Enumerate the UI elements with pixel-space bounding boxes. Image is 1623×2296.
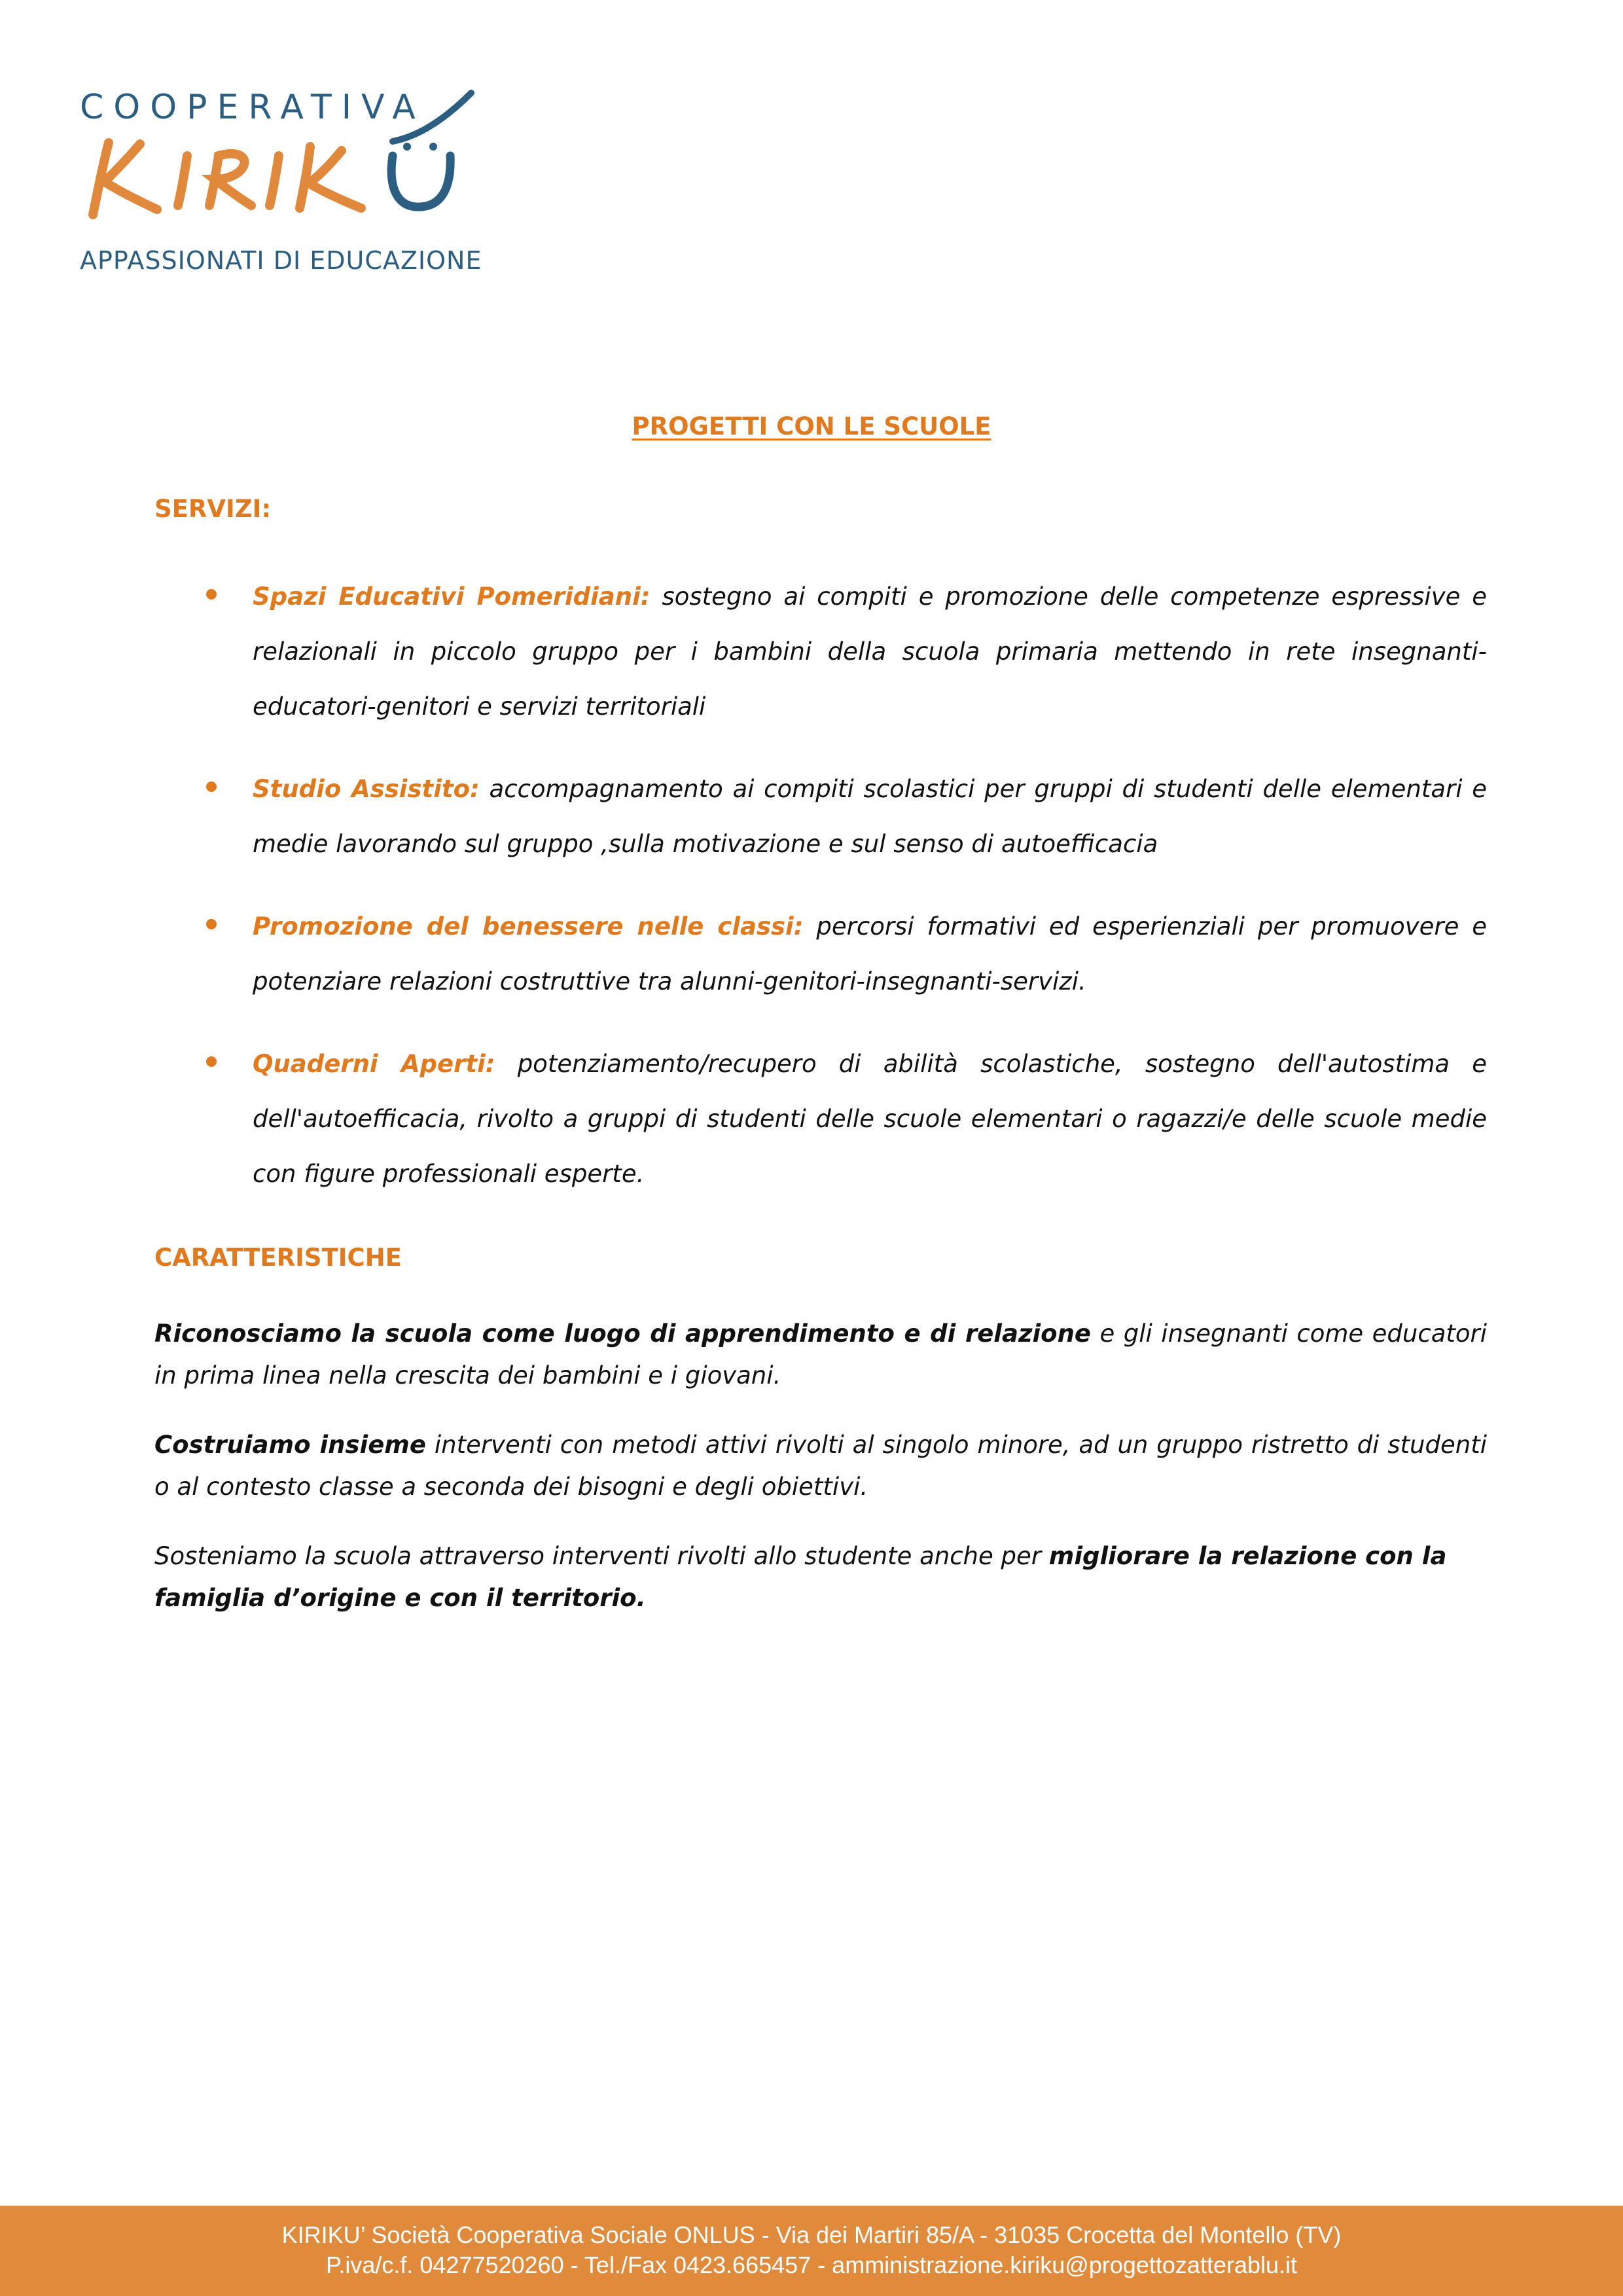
logo-top-text: COOPERATIVA <box>80 88 425 127</box>
service-term: Promozione del benessere nelle classi: <box>253 912 804 941</box>
logo-tagline: APPASSIONATI DI EDUCAZIONE <box>80 246 482 275</box>
servizi-list <box>154 569 1487 1229</box>
list-item <box>154 899 1487 1009</box>
paragraph-bold: Costruiamo insieme <box>154 1431 426 1459</box>
service-description: potenziamento/recupero di abilità scolastiche, sostegno dell'autostima e dell'autoefficacia, rivolto a gruppi di studenti delle scuole elementari o ragazzi/e delle scuole medie con figure professionali esperte. <box>253 1050 1487 1188</box>
service-description: percorsi formativi ed esperienziali per promuovere e potenziare relazioni costruttive tra alunni-genitori-insegnanti-servizi. <box>253 912 1487 996</box>
footer-contacts: P.iva/c.f. 04277520260 - Tel./Fax 0423.665457 - amministrazione.kiriku@progettozatterablu.it <box>325 2251 1298 2278</box>
paragraph-text: e gli insegnanti come educatori in prima linea nella crescita dei bambini e i giovani. <box>154 1319 1488 1390</box>
paragraph <box>154 1535 1487 1619</box>
list-item <box>154 762 1487 872</box>
bullet-icon <box>206 1056 217 1067</box>
paragraph-bold: migliorare la relazione con la famiglia d’origine e con il territorio. <box>154 1542 1447 1612</box>
list-item <box>154 1037 1487 1202</box>
bullet-icon <box>206 589 217 600</box>
paragraph-text: interventi con metodi attivi rivolti al singolo minore, ad un gruppo ristretto di studenti o al contesto classe a seconda dei bisogni e degli obiettivi. <box>154 1431 1487 1501</box>
service-description: sostegno ai compiti e promozione delle competenze espressive e relazionali in piccolo gruppo per i bambini della scuola primaria mettendo in rete insegnanti-educatori-genitori e servizi territoriali <box>253 583 1488 721</box>
paragraph-text: Sosteniamo la scuola attraverso interventi rivolti allo studente anche per <box>154 1542 1049 1570</box>
paragraph <box>154 1424 1487 1508</box>
service-term: Studio Assistito: <box>253 775 480 803</box>
list-item-text <box>253 569 1487 734</box>
bullet-icon <box>206 919 217 929</box>
service-term: Quaderni Aperti: <box>253 1050 495 1078</box>
caratteristiche-section <box>154 1313 1487 1647</box>
caratteristiche-heading: CARATTERISTICHE <box>154 1244 402 1272</box>
list-item-text <box>253 899 1487 1009</box>
page-title: PROGETTI CON LE SCUOLE <box>632 412 991 440</box>
bullet-icon <box>206 781 217 792</box>
list-item-text <box>253 1037 1487 1202</box>
company-logo <box>80 84 486 280</box>
servizi-heading: SERVIZI: <box>154 495 272 523</box>
list-item <box>154 569 1487 734</box>
footer-band <box>0 2206 1623 2296</box>
service-description: accompagnamento ai compiti scolastici per gruppi di studenti delle elementari e medie lavorando sul gruppo ,sulla motivazione e sul senso di autoefficacia <box>253 775 1487 858</box>
list-item-text <box>253 762 1487 872</box>
paragraph <box>154 1313 1487 1397</box>
footer-address: KIRIKU’ Società Cooperativa Sociale ONLUS - Via dei Martiri 85/A - 31035 Crocetta del Montello (TV) <box>281 2221 1342 2248</box>
service-term: Spazi Educativi Pomeridiani: <box>253 583 651 611</box>
paragraph-bold: Riconosciamo la scuola come luogo di apprendimento e di relazione <box>154 1319 1092 1348</box>
